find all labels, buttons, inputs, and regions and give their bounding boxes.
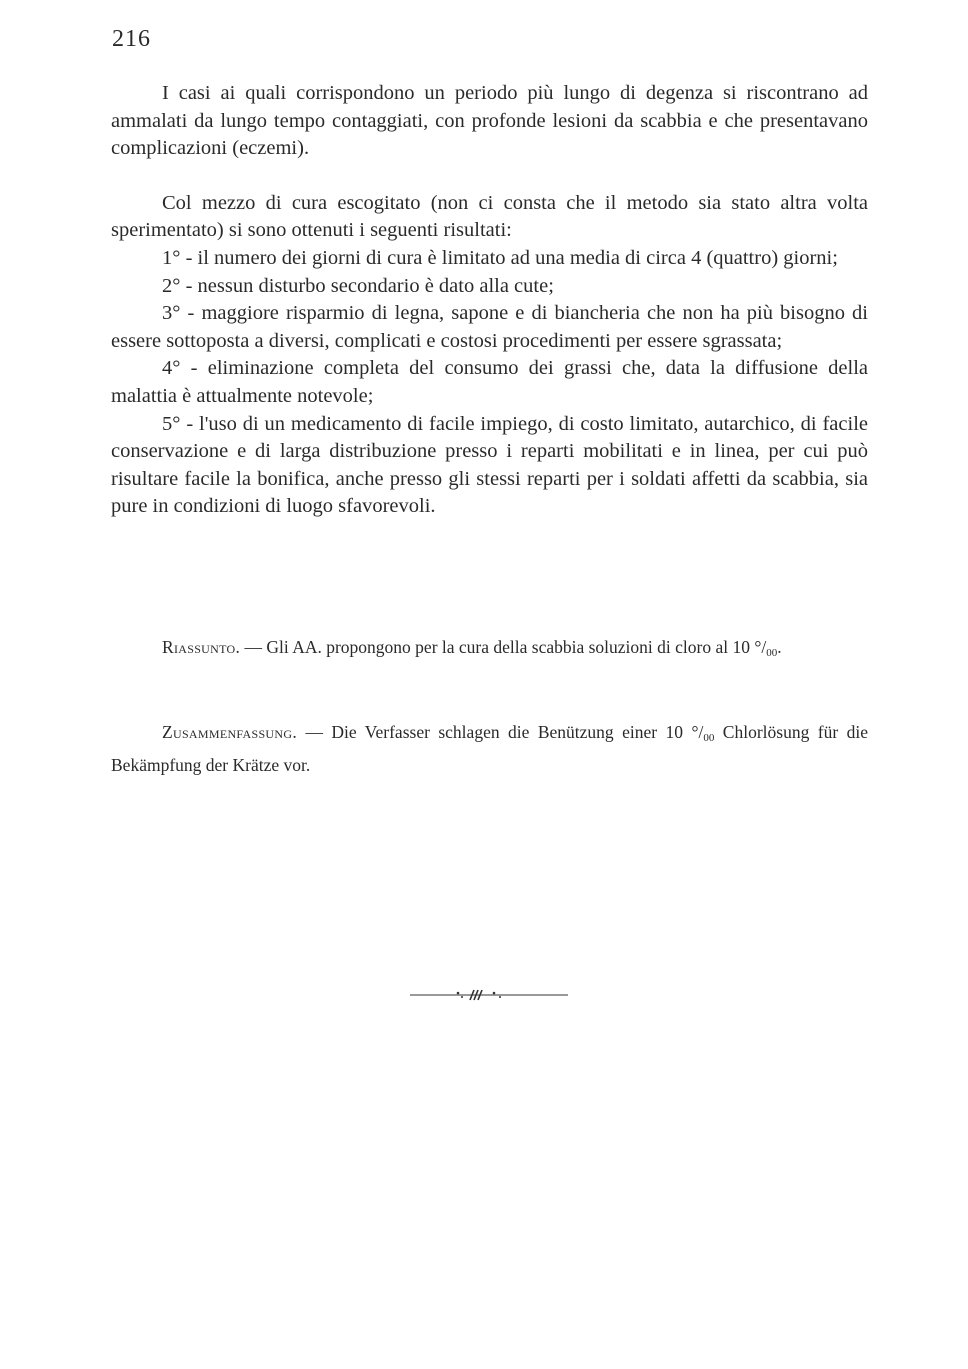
end-ornament (410, 988, 568, 1002)
riassunto-paragraph (111, 634, 868, 667)
zusammenfassung-label: Zusammenfassung. (162, 722, 298, 742)
paragraph-2: Col mezzo di cura escogitato (non ci consta che il metodo sia stato altra volta sperimentato) si sono ottenuti i seguenti risultati: (111, 191, 868, 242)
result-item-2: 2° - nessun disturbo secondario è dato alla cute; (162, 274, 554, 297)
zusammenfassung-text-after: Chlorlösung für die Bekämpfung der Krätze vor. (111, 722, 868, 775)
riassunto-unit-sub: 00 (766, 647, 778, 659)
zusammenfassung-section (111, 719, 868, 779)
zusammenfassung-paragraph (111, 719, 868, 779)
result-item-4: 4° - eliminazione completa del consumo dei grassi che, data la diffusione della malattia è attualmente notevole; (111, 357, 868, 407)
riassunto-text: — Gli AA. propongono per la cura della scabbia soluzioni di cloro al 10 °/ (244, 637, 767, 657)
riassunto-section (111, 634, 868, 667)
page-number: 216 (112, 26, 151, 52)
riassunto-end: . (777, 637, 782, 657)
riassunto-label: Riassunto. (162, 637, 241, 657)
result-item-3: 3° - maggiore risparmio di legna, sapone e di biancheria che non ha più bisogno di essere sottoposta a diversi, complicati e costosi procedimenti per essere sgrassata; (111, 302, 868, 352)
zusammenfassung-unit-sub: 00 (703, 732, 715, 744)
result-item-5: 5° - l'uso di un medicamento di facile impiego, di costo limitato, autarchico, di facile conservazione e di larga distribuzione presso i reparti mobilitati e in linea, per cui può risultare facile la bonifica, anche presso gli stessi reparti per i soldati affetti da scabbia, sia pure in condizioni di luogo sfavorevoli. (111, 412, 868, 518)
zusammenfassung-text: — Die Verfasser schlagen die Benützung einer 10 °/ (305, 722, 704, 742)
main-text (111, 80, 868, 521)
paragraph-1: I casi ai quali corrispondono un periodo più lungo di degenza si riscontrano ad ammalati da lungo tempo contaggiati, con profonde lesioni da scabbia e che presentavano complicazioni (eczemi). (111, 82, 868, 160)
result-item-1: 1° - il numero dei giorni di cura è limitato ad una media di circa 4 (quattro) giorni; (162, 246, 838, 269)
paragraph-gap (111, 163, 868, 190)
